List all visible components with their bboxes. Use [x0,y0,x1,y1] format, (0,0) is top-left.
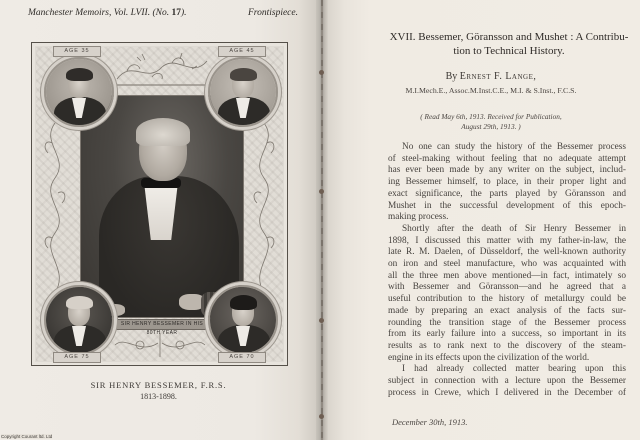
author-credentials: M.I.Mech.E., Assoc.M.Inst.C.E., M.I. & S.Inst., F.C.S. [405,86,577,95]
medallion-portrait-bottom-left [44,285,114,355]
body-text-line: made by preparing an exact analysis of the facts sur- [388,305,626,316]
age-label-top-right: AGE 45 [218,46,266,57]
binding-thread [321,0,323,440]
body-text-line: engine in its effects upon the civilization of the world. [388,352,590,363]
body-text-line: No one can study the history of the Bessemer process [402,142,626,152]
medallion-portrait-bottom-right [208,285,278,355]
plate-label: Frontispiece. [247,8,298,18]
portrait-hair [136,118,190,146]
running-head [28,8,298,18]
left-scroll-ornament-icon [38,123,72,293]
caption-years: 1813-1898. [140,392,177,401]
article-title [385,30,633,58]
author-prefix: By [445,71,458,82]
age-label-bottom-left: AGE 75 [53,352,101,363]
binding-knot-icon [319,189,324,194]
journal-citation [28,8,187,18]
binding-knot-icon [319,414,324,419]
body-text-line: process in Crewe, which I delivered in the December of [388,387,626,398]
frontispiece-caption [31,379,286,403]
author-name: Ernest F. Lange, [459,71,537,82]
portrait-caption-plate: SIR HENRY BESSEMER IN HIS 80TH YEAR [116,319,208,330]
read-received-note [360,112,622,132]
age-label-top-left: AGE 35 [53,46,101,57]
body-text-line: rounding the transition stage of the Bessemer process [388,317,626,328]
floral-scroll-icon [112,49,212,87]
medallion-portrait-top-right [208,57,278,127]
body-text-line: useful contribution to the history of metallurgy could be [388,294,626,305]
body-text-line: of steel-making without feeling that no adequate attempt [388,153,626,164]
citation-close: ). [180,8,187,18]
medallion-portrait-top-left [44,57,114,127]
issue-number: 17 [171,8,181,18]
journal-name: Manchester Memoirs, Vol. LVII. (No. [28,8,170,18]
body-text-line: from its early failure into a success, so important in its [388,329,626,340]
frontispiece-plate [31,42,288,366]
binding-knot-icon [319,318,324,323]
body-text-line: exact significance, the parts played by Göransson and [388,188,626,199]
copyright-watermark: Copyright Courant ltd. Ltd [1,434,53,439]
article-body [388,142,626,399]
caption-name: SIR HENRY BESSEMER, F.R.S. [90,380,227,390]
body-text-line: late R. M. Daelen, of Düsseldorf, the well-known authority [388,247,626,258]
body-text-line: making process. [388,212,449,223]
author-byline [360,71,622,82]
body-text-line: subject in connection with a lecture upon the Bessemer [388,376,626,387]
body-text-line: Shortly after the death of Sir Henry Bessemer in [402,223,626,234]
age-label-bottom-right: AGE 70 [218,352,266,363]
body-text-line: 1898, I discussed this matter with my father-in-law, the [388,235,626,246]
body-text-line: Mushet in the successful development of this epoch- [388,200,626,211]
body-text-line: with Bessemer and Göransson—and he agreed that a [388,282,626,293]
article-title-line-2: tion to Technical History. [453,45,565,57]
right-scroll-ornament-icon [247,123,281,293]
body-text-line: all the three men above mentioned—in fact, intimately so [388,270,626,281]
footer-date: December 30th, 1913. [392,417,468,427]
body-text-line: on iron and steel manufacture, who was acquainted with [388,259,626,270]
body-text-line: results as to rank next to the discovery of the steam- [388,340,626,351]
body-text-line: ing Bessemer himself, to place, in their proper light and [388,177,626,188]
read-note-line-1: ( Read May 6th, 1913. Received for Publication, [420,112,562,121]
binding-knot-icon [319,70,324,75]
main-portrait-photo [80,95,244,318]
body-text-line: has ever been made by any writer on the subject, includ- [388,165,626,176]
read-note-line-2: August 29th, 1913. ) [461,122,521,131]
body-text-line: I had already collected matter bearing upon this [402,364,626,375]
article-title-line-1: XVII. Bessemer, Göransson and Mushet : A Contribu- [389,31,629,43]
